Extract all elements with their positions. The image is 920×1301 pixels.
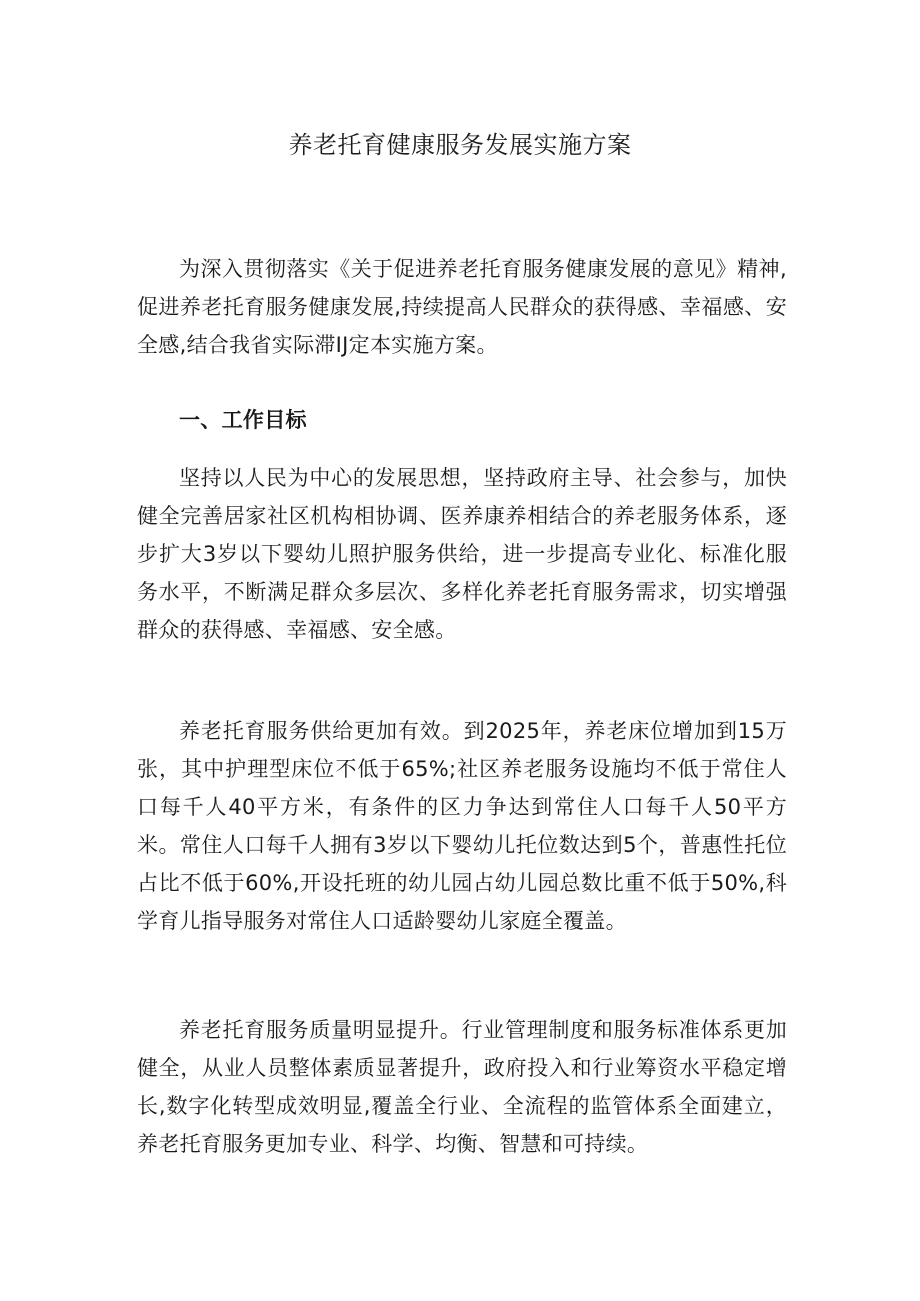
body-paragraph: 坚持以人民为中心的发展思想，坚持政府主导、社会参与，加快健全完善居家社区机构相协调、医养康养相结合的养老服务体系，逐步扩大3岁以下婴幼儿照护服务供给，进一步提高专业化、标准化服务水平，不断满足群众多层次、多样化养老托育服务需求，切实增强群众的获得感、幸福感、安全感。 bbox=[137, 466, 787, 642]
paragraph-block-3 bbox=[137, 1011, 787, 1163]
body-paragraph: 养老托育服务质量明显提升。行业管理制度和服务标准体系更加健全，从业人员整体素质显著提升，政府投入和行业筹资水平稳定增长,数字化转型成效明显,覆盖全行业、全流程的监管体系全面建立，养老托育服务更加专业、科学、均衡、智慧和可持续。 bbox=[137, 1018, 787, 1156]
intro-block bbox=[137, 250, 787, 364]
paragraph-block-2 bbox=[137, 712, 787, 940]
section-heading-block bbox=[137, 401, 787, 439]
body-paragraph: 养老托育服务供给更加有效。到2025年，养老床位增加到15万张，其中护理型床位不低于65%;社区养老服务设施均不低于常住人口每千人40平方米，有条件的区力争达到常住人口每千人50平方米。常住人口每千人拥有3岁以下婴幼儿托位数达到5个，普惠性托位占比不低于60%,开设托班的幼儿园占幼儿园总数比重不低于50%,科学育儿指导服务对常住人口适龄婴幼儿家庭全覆盖。 bbox=[137, 719, 787, 933]
paragraph-block-1 bbox=[137, 459, 787, 649]
document-title: 养老托育健康服务发展实施方案 bbox=[288, 131, 632, 159]
intro-paragraph: 为深入贯彻落实《关于促进养老托育服务健康发展的意见》精神,促进养老托育服务健康发展,持续提高人民群众的获得感、幸福感、安全感,结合我省实际滞IJ定本实施方案。 bbox=[137, 257, 787, 357]
section-heading-work-goals: 一、工作目标 bbox=[179, 408, 307, 432]
